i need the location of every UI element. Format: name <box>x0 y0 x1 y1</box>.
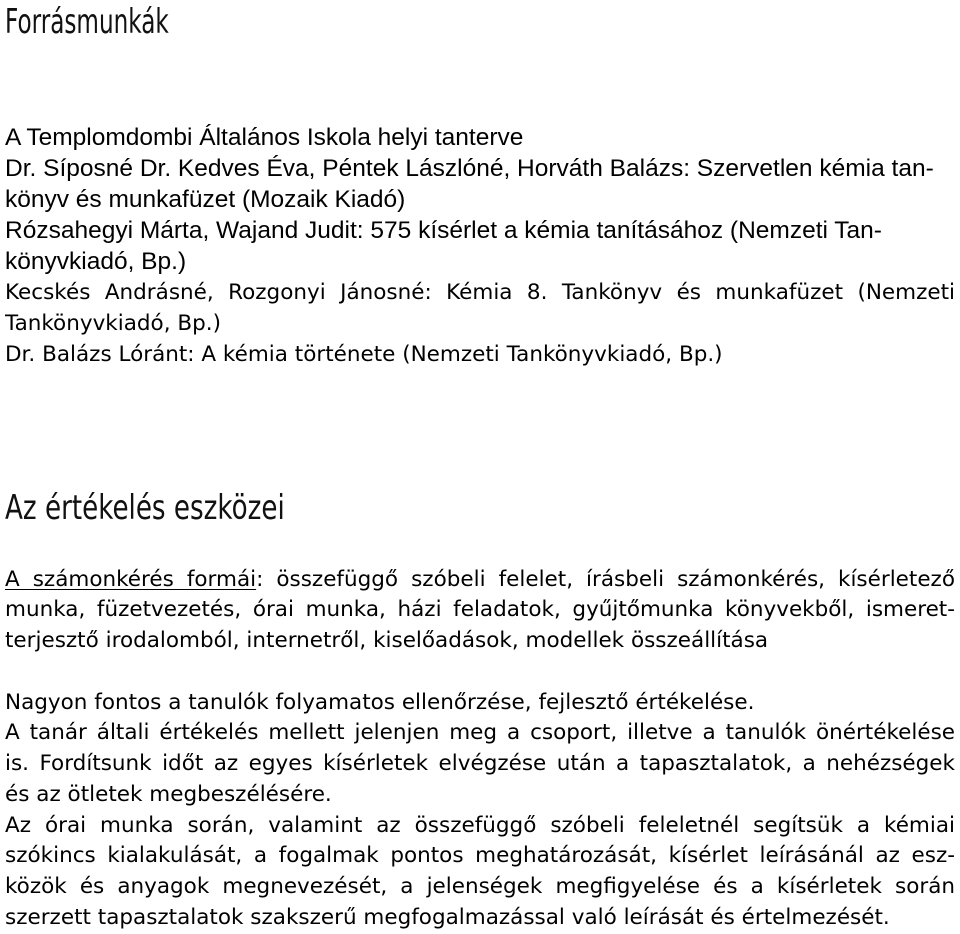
assessment-forms-label: A számonkérés formái <box>5 566 257 592</box>
source-line: Dr. Síposné Dr. Kedves Éva, Péntek Lászlóné, Horváth Balázs: Szervetlen kémia tan- <box>5 154 934 182</box>
assessment-text-line: közök és anyagok megnevezését, a jelenségek megfigyelése és a kísérletek során <box>5 874 955 900</box>
assessment-text-line: is. Fordítsunk időt az egyes kísérletek elvégzése után a tapasztalatok, a nehézségek <box>5 751 955 777</box>
assessment-text-line: szókincs kialakulását, a fogalmak pontos meghatározását, kísérlet leírásánál az esz- <box>5 843 955 869</box>
source-line: Rózsahegyi Márta, Wajand Judit: 575 kísérlet a kémia tanításához (Nemzeti Tan- <box>5 216 882 244</box>
source-line: A Templomdombi Általános Iskola helyi tanterve <box>5 123 524 151</box>
assessment-text-line: és az ötletek megbeszélésére. <box>5 781 332 807</box>
assessment-text-line: szerzett tapasztalatok szakszerű megfogalmazással való leírását és értelmezését. <box>5 904 890 930</box>
assessment-forms-text: : összefüggő szóbeli felelet, írásbeli számonkérés, kísérletező <box>256 566 955 592</box>
assessment-forms-paragraph <box>5 565 955 657</box>
assessment-forms-line: munka, füzetvezetés, órai munka, házi feladatok, gyűjtőmunka könyvekből, ismeret- <box>5 597 955 623</box>
assessment-body <box>5 688 955 934</box>
assessment-forms-line: terjesztő irodalomból, internetről, kiselőadások, modellek összeállítása <box>5 628 769 654</box>
source-line: Dr. Balázs Lóránt: A kémia története (Nemzeti Tankönyvkiadó, Bp.) <box>5 342 723 368</box>
source-line: Tankönyvkiadó, Bp.) <box>5 311 221 337</box>
assessment-text-line: Az órai munka során, valamint az összefüggő szóbeli feleletnél segítsük a kémiai <box>5 812 955 838</box>
source-line: könyvkiadó, Bp.) <box>5 248 187 276</box>
source-line: Kecskés Andrásné, Rozgonyi Jánosné: Kémia 8. Tankönyv és munkafüzet (Nemzeti <box>5 280 955 306</box>
sources-heading: Forrásmunkák <box>5 2 169 42</box>
assessment-forms-line <box>5 565 955 596</box>
sources-list <box>5 122 955 371</box>
source-line: könyv és munkafüzet (Mozaik Kiadó) <box>5 185 406 213</box>
assessment-heading: Az értékelés eszközei <box>5 488 285 528</box>
assessment-text-line: Nagyon fontos a tanulók folyamatos ellenőrzése, fejlesztő értékelése. <box>5 689 755 715</box>
assessment-text-line: A tanár általi értékelés mellett jelenjen meg a csoport, illetve a tanulók önértékelése <box>5 720 955 746</box>
